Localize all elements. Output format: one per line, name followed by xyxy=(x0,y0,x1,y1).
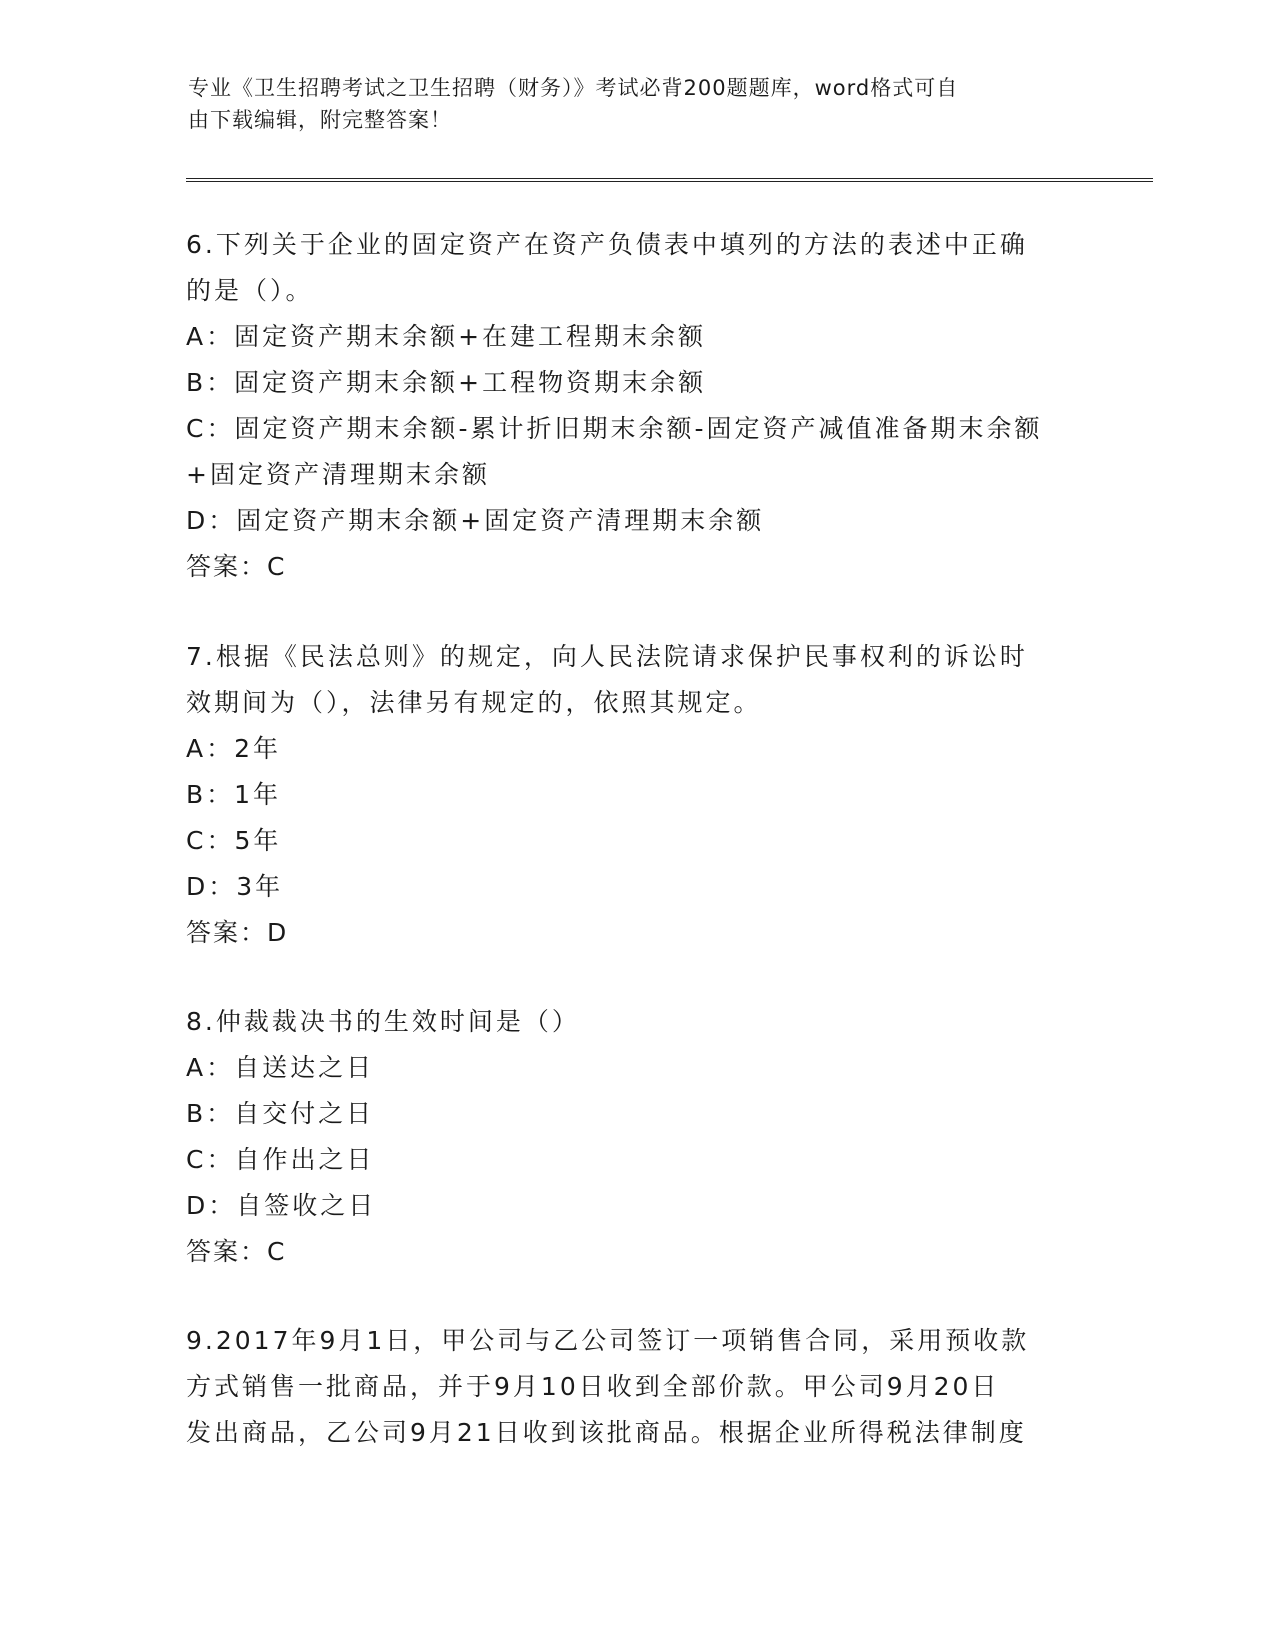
question-9-stem-3: 发出商品，乙公司9月21日收到该批商品。根据企业所得税法律制度 xyxy=(186,1418,1027,1447)
question-9-stem-1: 9.2017年9月1日，甲公司与乙公司签订一项销售合同，采用预收款 xyxy=(186,1326,1030,1355)
question-7 xyxy=(186,634,1086,956)
header-line-1: 专业《卫生招聘考试之卫生招聘（财务）》考试必背200题题库，word格式可自 xyxy=(188,76,959,100)
question-6-answer: 答案：C xyxy=(186,552,287,581)
question-7-option-a: A：2年 xyxy=(186,734,282,763)
question-6-option-c-cont: +固定资产清理期末余额 xyxy=(186,460,490,489)
question-9 xyxy=(186,1318,1086,1456)
question-7-option-d: D：3年 xyxy=(186,872,284,901)
question-7-option-c: C：5年 xyxy=(186,826,282,855)
question-6-option-a: A：固定资产期末余额+在建工程期末余额 xyxy=(186,322,707,351)
question-8-option-d: D：自签收之日 xyxy=(186,1191,377,1220)
question-6-option-b: B：固定资产期末余额+工程物资期末余额 xyxy=(186,368,707,397)
question-6-option-d: D：固定资产期末余额+固定资产清理期末余额 xyxy=(186,506,765,535)
question-9-stem-2: 方式销售一批商品，并于9月10日收到全部价款。甲公司9月20日 xyxy=(186,1372,1000,1401)
question-7-answer: 答案：D xyxy=(186,918,289,947)
question-8-option-b: B：自交付之日 xyxy=(186,1099,375,1128)
document-header xyxy=(188,72,1068,136)
question-6-stem-1: 6.下列关于企业的固定资产在资产负债表中填列的方法的表述中正确 xyxy=(186,230,1028,259)
question-8-option-a: A：自送达之日 xyxy=(186,1053,375,1082)
header-divider xyxy=(186,178,1153,182)
header-line-2: 由下载编辑，附完整答案！ xyxy=(188,108,452,132)
question-8 xyxy=(186,999,1086,1275)
question-8-option-c: C：自作出之日 xyxy=(186,1145,375,1174)
question-7-option-b: B：1年 xyxy=(186,780,282,809)
question-6 xyxy=(186,222,1086,590)
question-7-stem-1: 7.根据《民法总则》的规定，向人民法院请求保护民事权利的诉讼时 xyxy=(186,642,1028,671)
question-8-stem-1: 8.仲裁裁决书的生效时间是（） xyxy=(186,1007,580,1036)
question-6-option-c: C：固定资产期末余额-累计折旧期末余额-固定资产减值准备期末余额 xyxy=(186,414,1043,443)
question-8-answer: 答案：C xyxy=(186,1237,287,1266)
question-7-stem-2: 效期间为（），法律另有规定的，依照其规定。 xyxy=(186,688,762,717)
question-6-stem-2: 的是（）。 xyxy=(186,276,314,305)
